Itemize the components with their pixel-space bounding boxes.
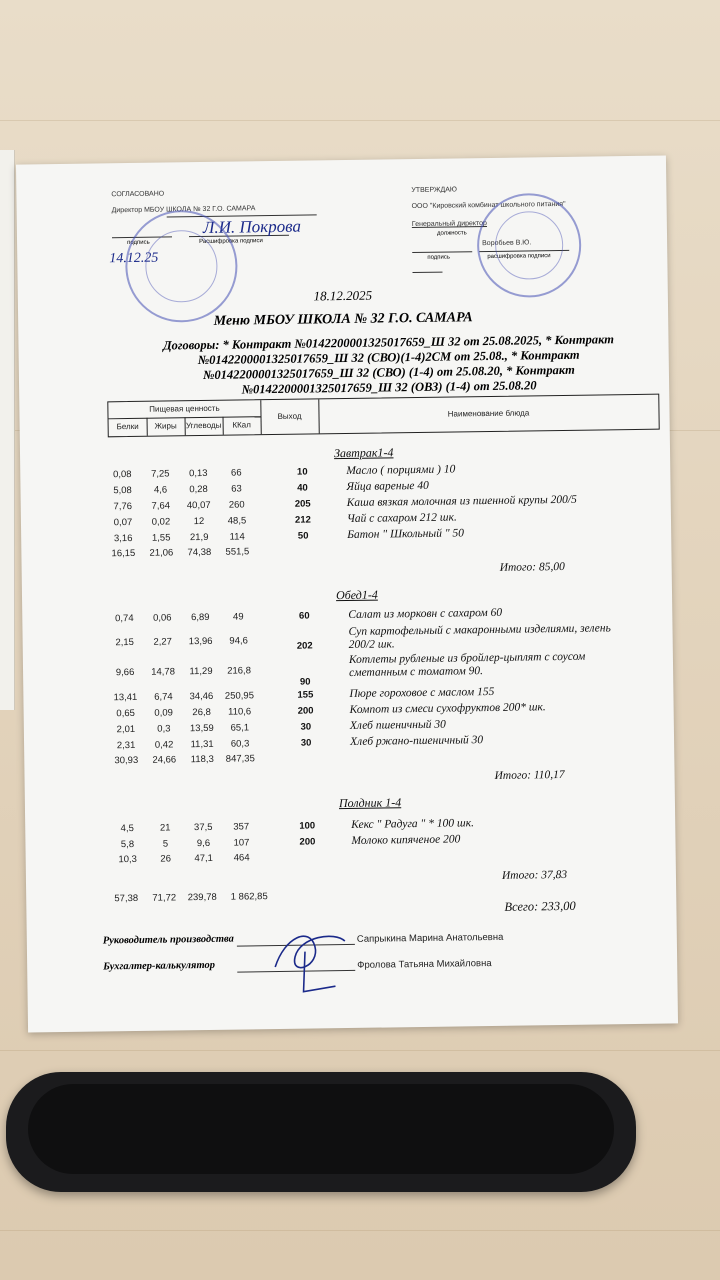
wood-grain: [0, 1230, 720, 1231]
cell-dish: Салат из морковн с сахаром 60: [348, 606, 503, 621]
total-fats: 21,06: [149, 547, 174, 559]
col-proteins: Белки: [116, 421, 139, 432]
cell-carbs: 0,13: [188, 467, 208, 480]
cell-kcal: 260: [228, 499, 245, 511]
cell-dish: Масло ( порциями ) 10: [346, 463, 456, 477]
total-kcal: 847,35: [225, 753, 255, 765]
col-output: Выход: [277, 411, 302, 421]
contract-line: Договоры: * Контракт №0142200001325017659_Ш 32 от 25.08.2025, * Контракт: [162, 332, 615, 353]
total-proteins: 30,93: [114, 754, 139, 767]
director-name: Воробьев В.Ю.: [482, 239, 532, 248]
cell-kcal: 110,6: [228, 706, 252, 718]
cell-kcal: 114: [229, 531, 245, 543]
cell-dish: Яйца вареные 40: [346, 479, 429, 493]
cell-dish: Каша вязкая молочная из пшенной крупы 200/5: [346, 493, 577, 509]
cell-dish: Батон " Школьный " 50: [347, 527, 465, 541]
cell-proteins: 9,66: [115, 666, 135, 679]
director-line: Директор МБОУ ШКОЛА № 32 Г.О. САМАРА: [111, 205, 256, 215]
col-fats: Жиры: [154, 421, 177, 431]
cell-output: 155: [297, 689, 314, 701]
table-header: [107, 394, 659, 438]
handwritten-signature-left: Л.И. Покрова: [202, 216, 302, 237]
cell-carbs: 13,59: [189, 722, 214, 735]
wood-grain: [0, 1050, 720, 1051]
contract-line: №0142200001325017659_Ш 32 (СВО) (1-4) от 25.08.20, * Контракт: [202, 362, 575, 382]
cell-proteins: 0,08: [112, 468, 132, 481]
col-kcal: ККал: [232, 420, 251, 430]
decode-caption-left: Расшифровка подписи: [199, 238, 263, 246]
cell-output: 30: [300, 737, 312, 749]
cell-proteins: 5,8: [120, 838, 135, 851]
grand-proteins: 57,38: [114, 892, 139, 905]
cell-proteins: 5,08: [113, 484, 132, 497]
cell-carbs: 34,46: [189, 690, 214, 703]
cell-fats: 5: [162, 838, 169, 850]
cell-output: 30: [300, 721, 312, 733]
sign-caption-right: подпись: [427, 254, 451, 261]
cell-carbs: 9,6: [196, 837, 211, 850]
nutrition-header: Пищевая ценность: [149, 403, 220, 414]
grand-fats: 71,72: [152, 892, 177, 904]
signature-name: Фролова Татьяна Михайловна: [357, 958, 492, 971]
total-fats: 26: [160, 853, 172, 865]
handwritten-signature-bottom: [265, 916, 356, 997]
total-carbs: 118,3: [190, 753, 214, 766]
cell-output: 202: [296, 640, 313, 652]
col-carbs: Углеводы: [185, 420, 222, 431]
adjacent-sheet-edge: [0, 150, 15, 710]
cell-carbs: 12: [193, 515, 205, 528]
cell-fats: 1,55: [151, 532, 171, 544]
desk-tray-handle: [6, 1072, 636, 1192]
cell-proteins: 2,31: [116, 739, 136, 752]
signature-role: Бухгалтер-калькулятор: [103, 959, 216, 973]
cell-carbs: 11,29: [189, 665, 213, 678]
cell-dish: Компот из смеси сухофруктов 200* шк.: [349, 701, 546, 716]
menu-document: [16, 156, 678, 1033]
cell-fats: 0,42: [154, 739, 174, 751]
cell-kcal: 65,1: [230, 722, 250, 734]
cell-carbs: 13,96: [188, 635, 213, 648]
cell-fats: 7,64: [151, 500, 171, 512]
cell-kcal: 49: [232, 611, 244, 623]
grand-total-vsego: Всего: 233,00: [504, 898, 576, 914]
cell-output: 100: [299, 820, 316, 832]
cell-carbs: 26,8: [192, 706, 211, 719]
contracts-block: [128, 332, 649, 399]
contract-line: №0142200001325017659_Ш 32 (ОВЗ) (1-4) от 25.08.20: [241, 378, 537, 397]
cell-carbs: 0,28: [189, 483, 208, 496]
handwritten-date: 14.12.25: [109, 250, 159, 267]
menu-title: Меню МБОУ ШКОЛА № 32 Г.О. САМАРА: [213, 310, 473, 329]
cell-carbs: 6,89: [190, 611, 210, 624]
cell-fats: 4,6: [153, 484, 168, 496]
section-title: Полдник 1-4: [338, 795, 402, 811]
section-itogo: Итого: 37,83: [501, 868, 568, 882]
date-line-right: [413, 272, 443, 273]
cell-dish: Молоко кипяченое 200: [351, 833, 461, 847]
sign-line-right: [412, 251, 472, 253]
cell-proteins: 13,41: [113, 691, 138, 704]
approved-left-label: СОГЛАСОВАНО: [111, 190, 165, 199]
cell-dish: Пюре гороховое с маслом 155: [349, 685, 495, 700]
signature-name: Сапрыкина Марина Анатольевна: [356, 931, 504, 945]
section-title: Обед1-4: [335, 587, 378, 603]
total-kcal: 464: [233, 852, 250, 864]
cell-dish: Хлеб ржано-пшеничный 30: [349, 734, 484, 748]
cell-kcal: 250,95: [224, 690, 255, 702]
cell-fats: 0,02: [151, 516, 171, 528]
cell-fats: 21: [159, 822, 171, 834]
cell-dish: Суп картофельный с макаронными изделиями, зелень 200/2 шк.: [348, 622, 611, 651]
cell-proteins: 4,5: [120, 822, 134, 835]
cell-proteins: 2,15: [115, 636, 134, 649]
position-caption: должность: [436, 230, 467, 237]
cell-dish: Кекс " Радуга " * 100 шк.: [351, 817, 474, 831]
cell-output: 60: [298, 610, 310, 622]
cell-proteins: 7,76: [113, 500, 133, 513]
col-dish-name: Наименование блюда: [447, 408, 530, 419]
section-title: Завтрак1-4: [333, 445, 394, 461]
total-carbs: 47,1: [194, 852, 214, 865]
cell-kcal: 48,5: [227, 515, 247, 527]
total-fats: 24,66: [152, 754, 177, 766]
cell-kcal: 107: [233, 837, 250, 849]
cell-fats: 0,09: [154, 707, 173, 719]
total-proteins: 16,15: [111, 547, 136, 560]
cell-dish: Чай с сахаром 212 шк.: [346, 511, 457, 525]
menu-date: 18.12.2025: [313, 287, 373, 304]
cell-fats: 6,74: [154, 691, 173, 703]
approved-right-label: УТВЕРЖДАЮ: [411, 186, 458, 195]
cell-kcal: 63: [231, 483, 242, 495]
cell-proteins: 0,07: [113, 516, 133, 529]
total-carbs: 74,38: [187, 546, 212, 559]
wood-grain: [0, 120, 720, 121]
cell-kcal: 66: [230, 467, 242, 479]
cell-carbs: 40,07: [186, 499, 211, 512]
cell-output: 200: [297, 705, 314, 717]
cell-fats: 0,06: [152, 612, 172, 624]
cell-proteins: 0,74: [114, 612, 134, 625]
cell-output: 40: [297, 482, 308, 494]
cell-fats: 7,25: [150, 468, 170, 480]
section-itogo: Итого: 85,00: [499, 560, 565, 574]
cell-output: 90: [299, 676, 311, 688]
cell-kcal: 357: [233, 821, 250, 833]
cell-kcal: 216,8: [227, 665, 252, 677]
gen-director-label: Генеральный директор: [411, 220, 487, 229]
cell-carbs: 37,5: [193, 821, 213, 834]
total-proteins: 10,3: [118, 853, 138, 866]
signature-role: Руководитель производства: [102, 933, 234, 947]
cell-proteins: 3,16: [113, 532, 133, 545]
cell-fats: 0,3: [157, 723, 171, 735]
round-stamp-right: [476, 193, 581, 298]
cell-dish: Котлеты рубленые из бройлер-цыплят с соусом сметанным с томатом 90.: [348, 650, 586, 679]
cell-kcal: 60,3: [230, 738, 250, 750]
cell-proteins: 0,65: [116, 707, 135, 720]
cell-output: 200: [299, 836, 316, 848]
cell-output: 10: [296, 466, 308, 478]
decode-caption-right: расшифровка подписи: [487, 253, 551, 261]
grand-carbs: 239,78: [187, 891, 217, 904]
section-itogo: Итого: 110,17: [494, 768, 565, 782]
grand-kcal: 1 862,85: [230, 891, 268, 903]
cell-dish: Хлеб пшеничный 30: [349, 718, 446, 732]
sign-caption-left: подпись: [127, 239, 150, 247]
cell-kcal: 94,6: [229, 635, 248, 647]
total-kcal: 551,5: [225, 546, 250, 558]
cell-output: 50: [297, 530, 309, 542]
contract-line: №0142200001325017659_Ш 32 (СВО)(1-4)2СМ от 25.08., * Контракт: [197, 347, 580, 368]
cell-output: 212: [294, 514, 311, 526]
org-name: ООО "Кировский комбинат школьного питания": [411, 200, 566, 211]
tray-recess: [28, 1084, 614, 1174]
cell-output: 205: [294, 498, 311, 510]
cell-fats: 14,78: [151, 666, 176, 678]
cell-proteins: 2,01: [116, 723, 136, 736]
cell-carbs: 21,9: [189, 531, 209, 544]
cell-fats: 2,27: [153, 636, 172, 648]
cell-carbs: 11,31: [190, 738, 214, 751]
